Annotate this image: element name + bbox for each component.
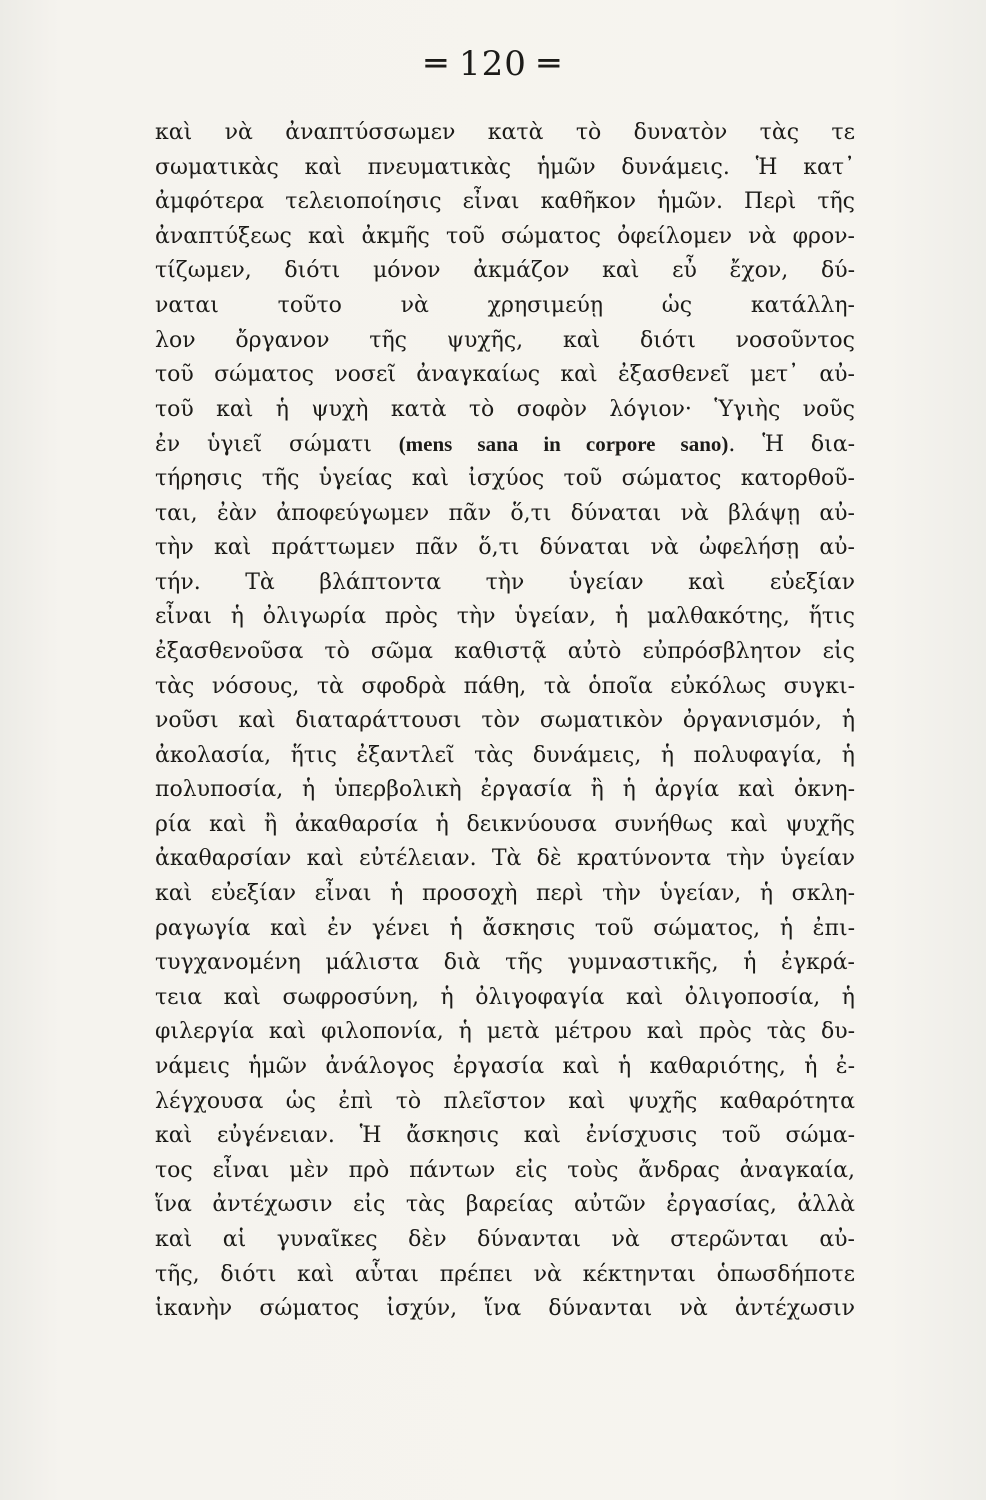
text-line: καὶ εὐγένειαν. Ἡ ἄσκησις καὶ ἐνίσχυσις τοῦ σώμα- bbox=[155, 1123, 855, 1149]
text-line: τήν. Τὰ βλάπτοντα τὴν ὑγείαν καὶ εὐεξίαν bbox=[155, 569, 855, 595]
text-line: ἀναπτύξεως καὶ ἀκμῆς τοῦ σώματος ὀφείλομεν νὰ φρον- bbox=[155, 223, 855, 249]
text-line: πολυποσία, ἡ ὑπερβολικὴ ἐργασία ἢ ἡ ἀργία καὶ ὀκνη- bbox=[155, 777, 855, 803]
text-line: τεια καὶ σωφροσύνη, ἡ ὀλιγοφαγία καὶ ὀλιγοποσία, ἡ bbox=[155, 984, 855, 1010]
latin-phrase: (mens sana in corpore sano) bbox=[398, 432, 729, 457]
text-line: ἀκολασία, ἥτις ἐξαντλεῖ τὰς δυνάμεις, ἡ πολυφαγία, ἡ bbox=[155, 742, 855, 768]
text-line: ναται τοῦτο νὰ χρησιμεύῃ ὡς κατάλλη- bbox=[155, 292, 855, 318]
text-line: τήρησις τῆς ὑγείας καὶ ἰσχύος τοῦ σώματος κατορθοῦ- bbox=[155, 465, 855, 491]
text-line: καὶ εὐεξίαν εἶναι ἡ προσοχὴ περὶ τὴν ὑγείαν, ἡ σκλη- bbox=[155, 881, 855, 907]
text-line: φιλεργία καὶ φιλοπονία, ἡ μετὰ μέτρου καὶ πρὸς τὰς δυ- bbox=[155, 1019, 855, 1045]
text-line: τοῦ καὶ ἡ ψυχὴ κατὰ τὸ σοφὸν λόγιον· Ὑγιὴς νοῦς bbox=[155, 396, 855, 422]
text-line: σωματικὰς καὶ πνευματικὰς ἡμῶν δυνάμεις. Ἡ κατ᾽ bbox=[155, 154, 855, 180]
text-line: τὰς νόσους, τὰ σφοδρὰ πάθη, τὰ ὁποῖα εὐκόλως συγκι- bbox=[155, 673, 855, 699]
text-line: ραγωγία καὶ ἐν γένει ἡ ἄσκησις τοῦ σώματος, ἡ ἐπι- bbox=[155, 915, 855, 941]
text-line: τος εἶναι μὲν πρὸ πάντων εἰς τοὺς ἄνδρας ἀναγκαία, bbox=[155, 1157, 855, 1183]
text-line: ται, ἐὰν ἀποφεύγωμεν πᾶν ὅ,τι δύναται νὰ βλάψῃ αὐ- bbox=[155, 500, 855, 526]
text-line: τυγχανομένη μάλιστα διὰ τῆς γυμναστικῆς, ἡ ἐγκρά- bbox=[155, 950, 855, 976]
text-line: τὴν καὶ πράττωμεν πᾶν ὅ,τι δύναται νὰ ὠφελήσῃ αὐ- bbox=[155, 535, 855, 561]
text-line: εἶναι ἡ ὀλιγωρία πρὸς τὴν ὑγείαν, ἡ μαλθακότης, ἥτις bbox=[155, 604, 855, 630]
text-line: λον ὄργανον τῆς ψυχῆς, καὶ διότι νοσοῦντος bbox=[155, 327, 855, 353]
text-line: καὶ αἱ γυναῖκες δὲν δύνανται νὰ στερῶνται αὐ- bbox=[155, 1227, 855, 1252]
text-line: ἀμφότερα τελειοποίησις εἶναι καθῆκον ἡμῶν. Περὶ τῆς bbox=[155, 189, 855, 215]
text-line: ἐν ὑγιεῖ σώματι (mens sana in corpore sano). Ἡ δια- bbox=[155, 432, 855, 458]
text-line: λέγχουσα ὡς ἐπὶ τὸ πλεῖστον καὶ ψυχῆς καθαρότητα bbox=[155, 1088, 855, 1114]
text-line: καὶ νὰ ἀναπτύσσωμεν κατὰ τὸ δυνατὸν τὰς τε bbox=[155, 120, 855, 145]
text-line: ἀκαθαρσίαν καὶ εὐτέλειαν. Τὰ δὲ κρατύνοντα τὴν ὑγείαν bbox=[155, 846, 855, 872]
text-line: ἵνα ἀντέχωσιν εἰς τὰς βαρείας αὐτῶν ἐργασίας, ἀλλὰ bbox=[155, 1192, 855, 1218]
text-line: ἱκανὴν σώματος ἰσχύν, ἵνα δύνανται νὰ ἀντέχωσιν bbox=[155, 1296, 855, 1322]
text-line: τῆς, διότι καὶ αὗται πρέπει νὰ κέκτηνται ὁπωσδήποτε bbox=[155, 1261, 855, 1287]
body-text bbox=[155, 116, 855, 1327]
text-line: τίζωμεν, διότι μόνον ἀκμάζον καὶ εὖ ἔχον, δύ- bbox=[155, 258, 855, 284]
text-line: νοῦσι καὶ διαταράττουσι τὸν σωματικὸν ὀργανισμόν, ἡ bbox=[155, 708, 855, 734]
page-number: ═ 120 ═ bbox=[425, 44, 561, 84]
text-line: τοῦ σώματος νοσεῖ ἀναγκαίως καὶ ἐξασθενεῖ μετ᾽ αὐ- bbox=[155, 362, 855, 388]
text-line: ρία καὶ ἢ ἀκαθαρσία ἡ δεικνύουσα συνήθως καὶ ψυχῆς bbox=[155, 811, 855, 837]
text-line: νάμεις ἡμῶν ἀνάλογος ἐργασία καὶ ἡ καθαριότης, ἡ ἐ- bbox=[155, 1054, 855, 1080]
text-line: ἐξασθενοῦσα τὸ σῶμα καθιστᾷ αὐτὸ εὐπρόσβλητον εἰς bbox=[155, 638, 855, 664]
